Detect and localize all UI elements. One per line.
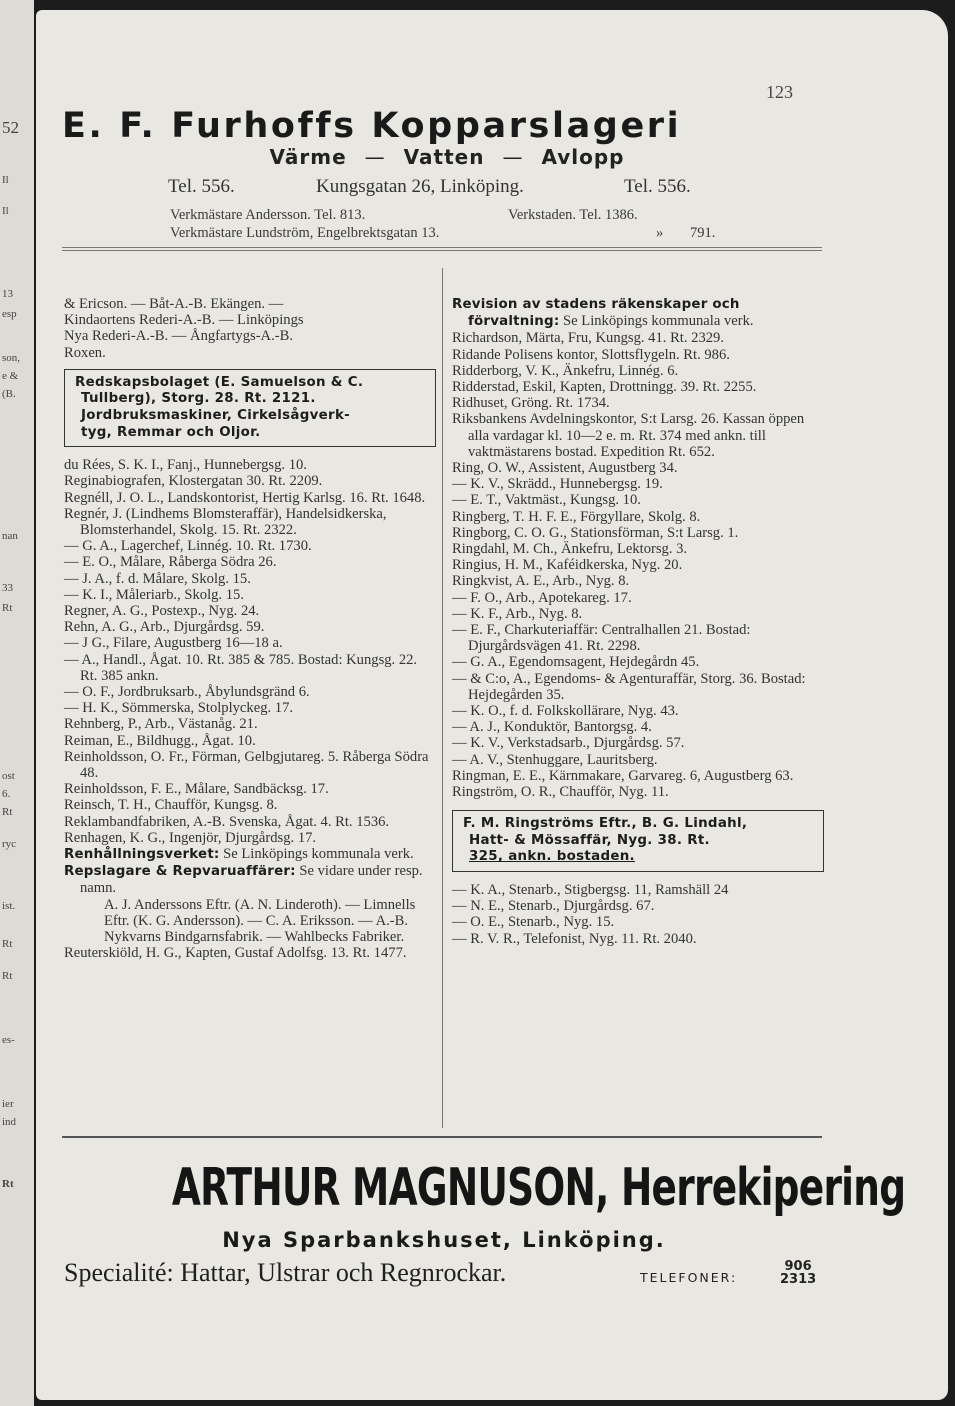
subtitle-word: Vatten xyxy=(403,145,485,169)
advert-box-ringstroms xyxy=(452,810,824,872)
entry: — J G., Filare, Augustberg 16—18 a. xyxy=(64,635,283,652)
margin-fragment: 6. xyxy=(2,788,11,800)
entry: Ring, O. W., Assistent, Augustberg 34. xyxy=(452,460,678,477)
header-rule-2 xyxy=(62,250,822,251)
entry: — R. V. R., Telefonist, Nyg. 11. Rt. 2040. xyxy=(452,930,697,947)
margin-fragment: e & xyxy=(2,370,19,382)
entry: — H. K., Sömmerska, Stolplyckeg. 17. xyxy=(64,700,294,717)
entry: — K. F., Arb., Nyg. 8. xyxy=(452,605,583,622)
entry: Regner, A. G., Postexp., Nyg. 24. xyxy=(64,603,260,620)
margin-fragment: Il xyxy=(2,174,9,186)
advert-telephone-numbers xyxy=(780,1260,816,1286)
entry: — E. F., Charkuteriaffär: Centralhallen 21. Bostad: Djurgårdsvägen 41. Rt. 2298. xyxy=(452,622,751,655)
entry: Ringius, H. M., Kaféidkerska, Nyg. 20. xyxy=(452,557,683,574)
margin-fragment: 13 xyxy=(2,288,13,300)
entry: Reinsch, T. H., Chaufför, Kungsg. 8. xyxy=(64,797,278,814)
subtitle-dash: — xyxy=(502,145,524,169)
entry: Reiman, E., Bildhugg., Ågat. 10. xyxy=(64,732,256,749)
entry: — K. A., Stenarb., Stigbergsg. 11, Ramshäll 24 xyxy=(452,882,729,899)
margin-fragment: Rt xyxy=(2,602,13,614)
entry: Reinholdsson, F. E., Målare, Sandbäcksg. 17. xyxy=(64,781,329,798)
entry: Ridande Polisens kontor, Slottsflygeln. Rt. 986. xyxy=(452,346,730,363)
entry-heading: Repslagare & Repvaruaffärer: xyxy=(64,864,296,880)
margin-fragment: ryc xyxy=(2,838,17,850)
entry: — E. O., Målare, Råberga Södra 26. xyxy=(64,554,277,571)
advert-title: ARTHUR MAGNUSON, Herrekipering xyxy=(171,1158,906,1218)
box-line: Redskapsbolaget (E. Samuelson & C. xyxy=(75,374,364,390)
entry: — O. F., Jordbruksarb., Åbylundsgränd 6. xyxy=(64,684,310,701)
entry: — G. A., Egendomsagent, Hejdegårdn 45. xyxy=(452,654,700,671)
margin-fragment: Rt xyxy=(2,1178,14,1190)
advert-telefoner-label: TELEFONER: xyxy=(640,1270,738,1285)
subtitle-word: Avlopp xyxy=(541,145,625,169)
margin-fragment: son, xyxy=(2,352,21,364)
margin-fragment: Rt xyxy=(2,970,13,982)
entry: — K. O., f. d. Folkskollärare, Nyg. 43. xyxy=(452,703,679,720)
entry: — A. V., Stenhuggare, Lauritsberg. xyxy=(452,751,658,768)
margin-fragment: 52 xyxy=(2,118,19,137)
box-line: 325, ankn. bostaden. xyxy=(469,849,635,865)
box-line: Tullberg), Storg. 28. Rt. 2121. xyxy=(81,391,316,407)
entry: Ringberg, T. H. F. E., Förgyllare, Skolg. 8. xyxy=(452,508,701,525)
margin-fragment: ost xyxy=(2,770,15,782)
entry: Ringborg, C. O. G., Stationsförman, S:t Larsg. 1. xyxy=(452,524,739,541)
header-subtitle xyxy=(62,145,832,169)
entry: Regnér, J. (Lindhems Blomsteraffär), Handelsidkerska, Blomsterhandel, Skolg. 15. Rt. 2322. xyxy=(64,505,387,538)
entry: Nya Rederi-A.-B. — Ångfartygs-A.-B. xyxy=(64,328,293,345)
header-title: E. F. Furhoffs Kopparslageri xyxy=(62,106,682,146)
header-address: Kungsgatan 26, Linköping. xyxy=(316,176,524,197)
previous-page-edge xyxy=(0,0,34,1406)
box-line: Jordbruksmaskiner, Cirkelsågverk- xyxy=(81,408,351,423)
advert-box-redskapsbolaget xyxy=(64,369,436,447)
entry-heading: Renhållningsverket: xyxy=(64,847,220,863)
entry: Ridhuset, Gröng. Rt. 1734. xyxy=(452,395,610,412)
margin-fragment: (B. xyxy=(2,388,16,400)
entry: Ridderstad, Eskil, Kapten, Drottningg. 39. Rt. 2255. xyxy=(452,379,757,396)
entry: Reklambandfabriken, A.-B. Svenska, Ågat. 4. Rt. 1536. xyxy=(64,813,390,830)
entry: du Rées, S. K. I., Fanj., Hunnebergsg. 10. xyxy=(64,457,307,474)
entry: — & C:o, A., Egendoms- & Agenturaffär, Storg. 36. Bostad: Hejdegården 35. xyxy=(452,670,806,703)
margin-fragment: esp xyxy=(2,308,17,320)
entry-repslagare xyxy=(64,863,436,896)
bottom-rule xyxy=(62,1136,822,1138)
box-line: tyg, Remmar och Oljor. xyxy=(81,424,261,440)
entry-text: Se Linköpings kommunala verk. xyxy=(223,846,414,863)
margin-fragment: Rt xyxy=(2,938,13,950)
margin-fragment: ist. xyxy=(2,900,16,912)
margin-fragment: nan xyxy=(2,530,18,542)
column-divider xyxy=(442,268,443,1128)
entry: Reginabiografen, Klostergatan 30. Rt. 2209. xyxy=(64,473,323,490)
header-rule xyxy=(62,247,822,248)
advert-subtitle: Nya Sparbankshuset, Linköping. xyxy=(222,1228,666,1252)
margin-fragment: ier xyxy=(2,1098,14,1110)
subtitle-word: Värme xyxy=(269,145,347,169)
entry: Kindaortens Rederi-A.-B. — Linköpings xyxy=(64,312,304,329)
entry: Reinholdsson, O. Fr., Förman, Gelbgjutareg. 5. Råberga Södra 48. xyxy=(64,748,429,782)
box-line: Hatt- & Mössaffär, Nyg. 38. Rt. xyxy=(469,832,710,848)
entry: Ringström, O. R., Chaufför, Nyg. 11. xyxy=(452,784,669,801)
margin-fragment: 33 xyxy=(2,582,13,594)
right-column xyxy=(452,296,824,947)
header-tel-left: Tel. 556. xyxy=(168,176,235,197)
left-column xyxy=(64,296,436,961)
header-tel-right: Tel. 556. xyxy=(624,176,691,197)
entry: Riksbankens Avdelningskontor, S:t Larsg. 26. Kassan öppen alla vardagar kl. 10—2 e. m. Rt. 374 med ankn. till vaktmästarens bostad. Expedition Rt. 652. xyxy=(452,411,805,460)
entry: — K. V., Verkstadsarb., Djurgårdsg. 57. xyxy=(452,735,685,752)
entry: Rehnberg, P., Arb., Västanåg. 21. xyxy=(64,716,258,733)
entry: Richardson, Märta, Fru, Kungsg. 41. Rt. 2329. xyxy=(452,330,724,347)
entry: Ringman, E. E., Kärnmakare, Garvareg. 6, Augustberg 63. xyxy=(452,767,794,784)
header-foreman-2: Verkmästare Lundström, Engelbrektsgatan 13. xyxy=(170,225,440,241)
entry: Ridderborg, V. K., Änkefru, Linnég. 6. xyxy=(452,362,679,379)
entry: — O. E., Stenarb., Nyg. 15. xyxy=(452,914,615,931)
entry: Roxen. xyxy=(64,344,106,361)
box-line: F. M. Ringströms Eftr., B. G. Lindahl, xyxy=(463,816,748,832)
entry: — N. E., Stenarb., Djurgårdsg. 67. xyxy=(452,898,655,915)
entry: — F. O., Arb., Apotekareg. 17. xyxy=(452,589,632,606)
entry-heading: Revision av stadens räkenskaper och förvaltning: xyxy=(452,297,740,330)
entry: Renhagen, K. G., Ingenjör, Djurgårdsg. 17. xyxy=(64,829,317,846)
entry: — J. A., f. d. Målare, Skolg. 15. xyxy=(64,570,251,587)
entry: Ringkvist, A. E., Arb., Nyg. 8. xyxy=(452,573,630,590)
entry-text: Se vidare under resp. namn. xyxy=(80,863,423,897)
subtitle-dash: — xyxy=(364,145,386,169)
entry: Reuterskiöld, H. G., Kapten, Gustaf Adolfsg. 13. Rt. 1477. xyxy=(64,945,407,962)
margin-fragment: ind xyxy=(2,1116,17,1128)
header-tel-2: 791. xyxy=(690,225,716,241)
entry-revision xyxy=(452,296,824,330)
entry-renhallningsverket xyxy=(64,846,436,863)
entry: — A., Handl., Ågat. 10. Rt. 385 & 785. Bostad: Kungsg. 22. Rt. 385 ankn. xyxy=(64,651,418,684)
header-workshop: Verkstaden. Tel. 1386. xyxy=(508,207,638,223)
header-mark: » xyxy=(656,225,664,241)
entry: — K. I., Måleriarb., Skolg. 15. xyxy=(64,586,244,603)
entry: Ringdahl, M. Ch., Änkefru, Lektorsg. 3. xyxy=(452,541,688,558)
margin-fragment: es- xyxy=(2,1034,15,1046)
margin-fragment: Il xyxy=(2,205,9,217)
telephone-number: 2313 xyxy=(780,1272,817,1287)
entry: Rehn, A. G., Arb., Djurgårdsg. 59. xyxy=(64,619,265,636)
entry-text: Se Linköpings kommunala verk. xyxy=(563,313,754,330)
advert-specialite: Specialité: Hattar, Ulstrar och Regnrockar. xyxy=(64,1258,507,1287)
entry: — A. J., Konduktör, Bantorgsg. 4. xyxy=(452,719,652,736)
telephone-number: 906 xyxy=(784,1259,812,1274)
entry: Regnéll, J. O. L., Landskontorist, Hertig Karlsg. 16. Rt. 1648. xyxy=(64,489,426,506)
margin-fragment: Rt xyxy=(2,806,13,818)
entry: — G. A., Lagerchef, Linnég. 10. Rt. 1730. xyxy=(64,538,312,555)
page-number: 123 xyxy=(766,82,793,102)
entry: & Ericson. — Båt-A.-B. Ekängen. — xyxy=(64,296,284,312)
entry: — K. V., Skrädd., Hunnebergsg. 19. xyxy=(452,476,663,493)
entry: — E. T., Vaktmäst., Kungsg. 10. xyxy=(452,492,641,509)
header-foreman-1: Verkmästare Andersson. Tel. 813. xyxy=(170,207,366,223)
entry-repslagare-detail: A. J. Anderssons Eftr. (A. N. Linderoth). — Limnells Eftr. (K. G. Andersson). — C. A. Eriksson. — A.-B. Nykvarns Bindgarnsfabrik. — Wahlbecks Fabriker. xyxy=(104,896,416,946)
